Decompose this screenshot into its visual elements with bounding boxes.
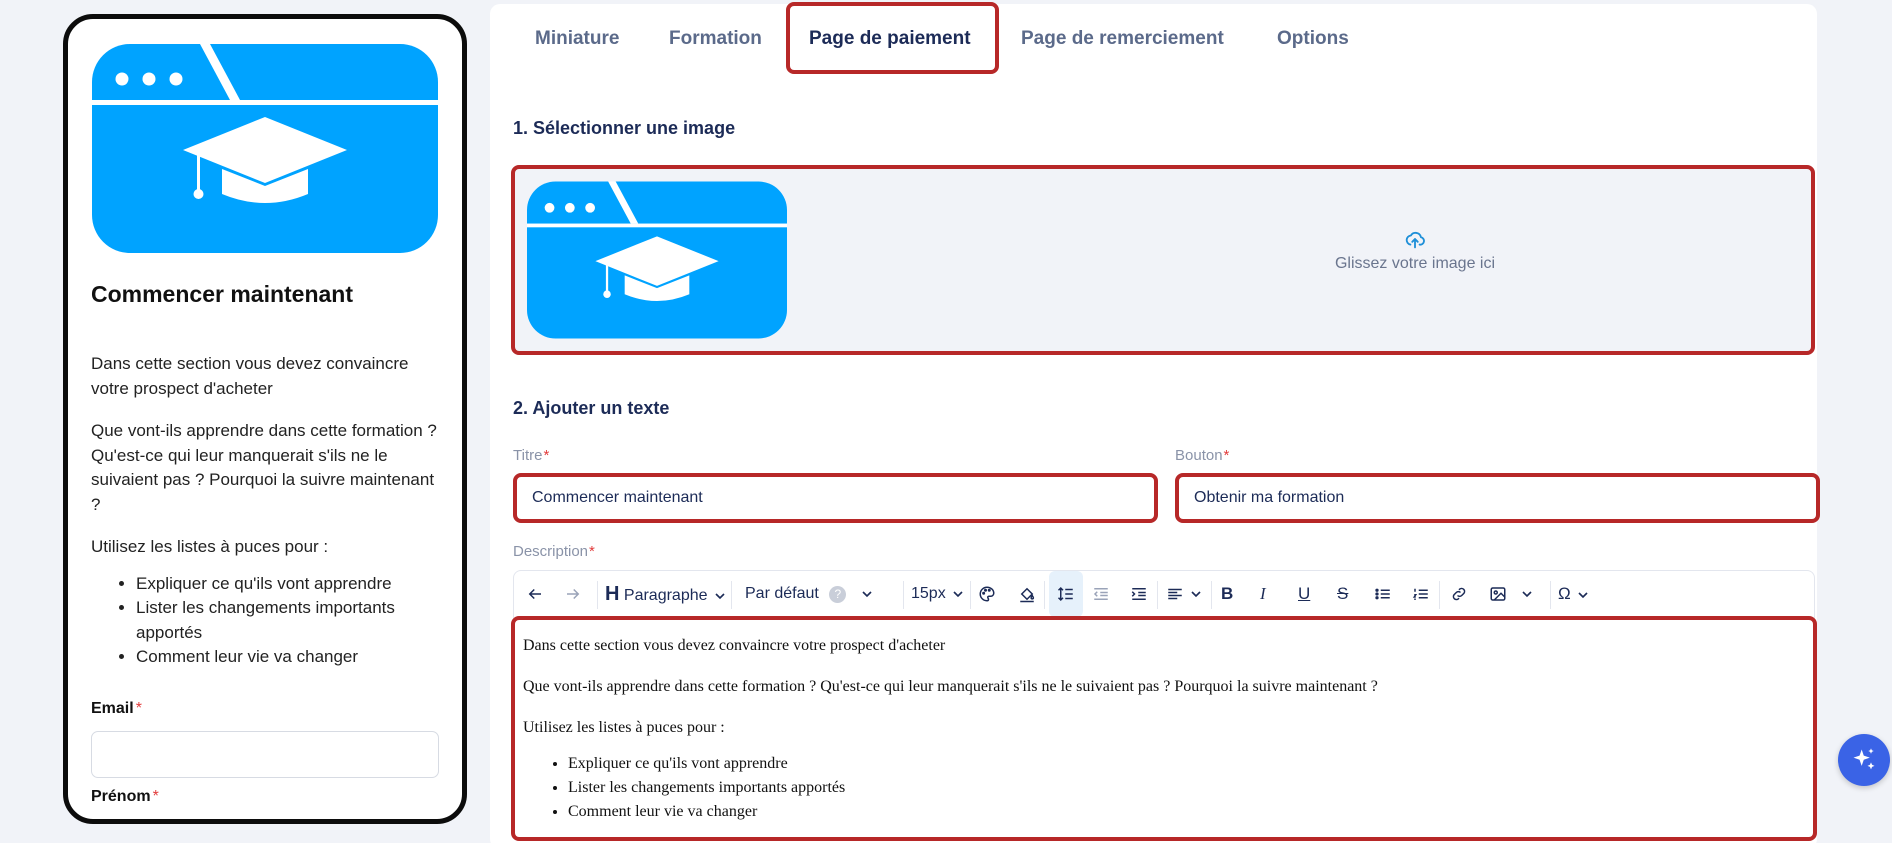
help-icon[interactable]: ? (829, 586, 846, 603)
indent-icon (1130, 585, 1148, 603)
omega-icon: Ω (1558, 584, 1571, 603)
text-color-button[interactable] (978, 571, 996, 617)
preview-bullet: • Comment leur vie va changer (136, 645, 441, 670)
toolbar-separator (1439, 581, 1440, 609)
chevron-down-icon (1519, 586, 1535, 602)
preview-bullet-list (91, 572, 441, 670)
undo-button[interactable] (526, 571, 544, 617)
chevron-down-icon (1575, 587, 1591, 603)
editor-paragraph: Que vont-ils apprendre dans cette formation ? Qu'est-ce qui leur manquerait s'ils ne le suivaient pas ? Pourquoi la suivre maintenant ? (523, 678, 1378, 695)
button-input[interactable]: Obtenir ma formation (1175, 473, 1820, 523)
toolbar-separator (1044, 581, 1045, 609)
line-height-icon (1057, 585, 1075, 603)
preview-description (91, 352, 441, 670)
font-family-select[interactable]: Par défaut ? (745, 571, 875, 617)
toolbar-separator (1157, 581, 1158, 609)
redo-button[interactable] (564, 571, 582, 617)
arrow-left-icon (526, 585, 544, 603)
heading-icon: H (605, 583, 620, 605)
bullet-list-button[interactable] (1374, 571, 1392, 617)
active-tab-highlight (786, 2, 999, 74)
toolbar-separator (1211, 581, 1212, 609)
editor-paragraph: Utilisez les listes à puces pour : (523, 719, 725, 736)
italic-icon: I (1260, 584, 1266, 603)
image-icon (1489, 585, 1507, 603)
toolbar-separator (731, 581, 732, 609)
description-label: Description* (513, 543, 595, 560)
arrow-right-icon (564, 585, 582, 603)
title-input[interactable]: Commencer maintenant (513, 473, 1158, 523)
section-image-title: 1. Sélectionner une image (513, 118, 736, 138)
tab-formation[interactable]: Formation (669, 28, 762, 49)
toolbar-separator (903, 581, 904, 609)
strikethrough-button[interactable] (1337, 571, 1348, 617)
preview-title: Commencer maintenant (91, 281, 354, 307)
outdent-icon (1092, 585, 1110, 603)
dropzone-hint-text: Glissez votre image ici (1334, 255, 1496, 272)
preview-bullet: • Lister les changements importants apportés (136, 596, 441, 645)
preview-paragraph: Que vont-ils apprendre dans cette formation ? Qu'est-ce qui leur manquerait s'ils ne le suivaient pas ? Pourquoi la suivre maintenant ? (91, 421, 437, 514)
align-left-icon (1166, 585, 1184, 603)
editor-bullet: • Comment leur vie va changer (568, 800, 1805, 824)
checkout-preview (63, 14, 467, 824)
firstname-label: Prénom * (91, 788, 159, 805)
course-image-thumbnail (527, 181, 787, 339)
paint-bucket-icon (1018, 585, 1036, 603)
line-height-button[interactable] (1049, 571, 1083, 617)
description-editor[interactable] (511, 616, 1817, 841)
toolbar-separator (597, 581, 598, 609)
tab-payment-page[interactable]: Page de paiement (809, 28, 971, 49)
bold-icon: B (1221, 584, 1234, 603)
editor-paragraph: Dans cette section vous devez convaincre votre prospect d'acheter (523, 637, 946, 654)
outdent-button[interactable] (1092, 571, 1110, 617)
italic-button[interactable] (1260, 571, 1266, 617)
font-size-select[interactable]: 15px (911, 571, 966, 617)
course-image-icon (92, 44, 438, 253)
link-icon (1450, 585, 1468, 603)
numbered-list-button[interactable] (1412, 571, 1430, 617)
editor-panel (490, 4, 1817, 843)
tab-miniature[interactable]: Miniature (535, 28, 620, 49)
tab-bar (490, 4, 1817, 74)
highlight-color-button[interactable] (1018, 571, 1036, 617)
toolbar-separator (1550, 581, 1551, 609)
chevron-down-icon (859, 586, 875, 602)
editor-bullet: • Lister les changements importants apportés (568, 776, 1805, 800)
email-field[interactable] (91, 731, 439, 778)
align-select[interactable] (1166, 571, 1204, 617)
chevron-down-icon (1188, 586, 1204, 602)
heading-select[interactable]: H Paragraphe (605, 571, 728, 617)
bold-button[interactable] (1221, 571, 1233, 617)
section-text-title: 2. Ajouter un texte (513, 398, 670, 418)
strikethrough-icon: S (1337, 584, 1349, 603)
underline-button[interactable] (1298, 571, 1310, 617)
chevron-down-icon (950, 586, 966, 602)
dropzone-hint (1215, 229, 1615, 273)
link-button[interactable] (1450, 571, 1468, 617)
insert-image-select[interactable] (1489, 571, 1535, 617)
button-label: Bouton* (1175, 447, 1230, 464)
indent-button[interactable] (1130, 571, 1148, 617)
cloud-upload-icon (1404, 229, 1426, 251)
preview-paragraph: Dans cette section vous devez convaincre votre prospect d'acheter (91, 354, 409, 398)
underline-icon: U (1298, 584, 1311, 603)
preview-paragraph: Utilisez les listes à puces pour : (91, 537, 329, 556)
numbered-list-icon (1412, 585, 1430, 603)
email-label: Email * (91, 700, 142, 717)
chevron-down-icon (712, 588, 728, 604)
tab-options[interactable]: Options (1277, 28, 1349, 49)
tab-thank-you-page[interactable]: Page de remerciement (1021, 28, 1224, 49)
title-label: Titre* (513, 447, 550, 464)
toolbar-separator (970, 581, 971, 609)
palette-icon (978, 585, 996, 603)
special-characters-select[interactable] (1558, 571, 1591, 617)
preview-bullet: • Expliquer ce qu'ils vont apprendre (136, 572, 441, 597)
image-dropzone[interactable] (511, 165, 1815, 355)
bullet-list-icon (1374, 585, 1392, 603)
sparkles-icon (1850, 746, 1878, 774)
rich-text-toolbar (513, 570, 1815, 618)
editor-bullet: • Expliquer ce qu'ils vont apprendre (568, 752, 1805, 776)
ai-assistant-button[interactable] (1838, 734, 1890, 786)
editor-bullet-list (523, 752, 1805, 824)
